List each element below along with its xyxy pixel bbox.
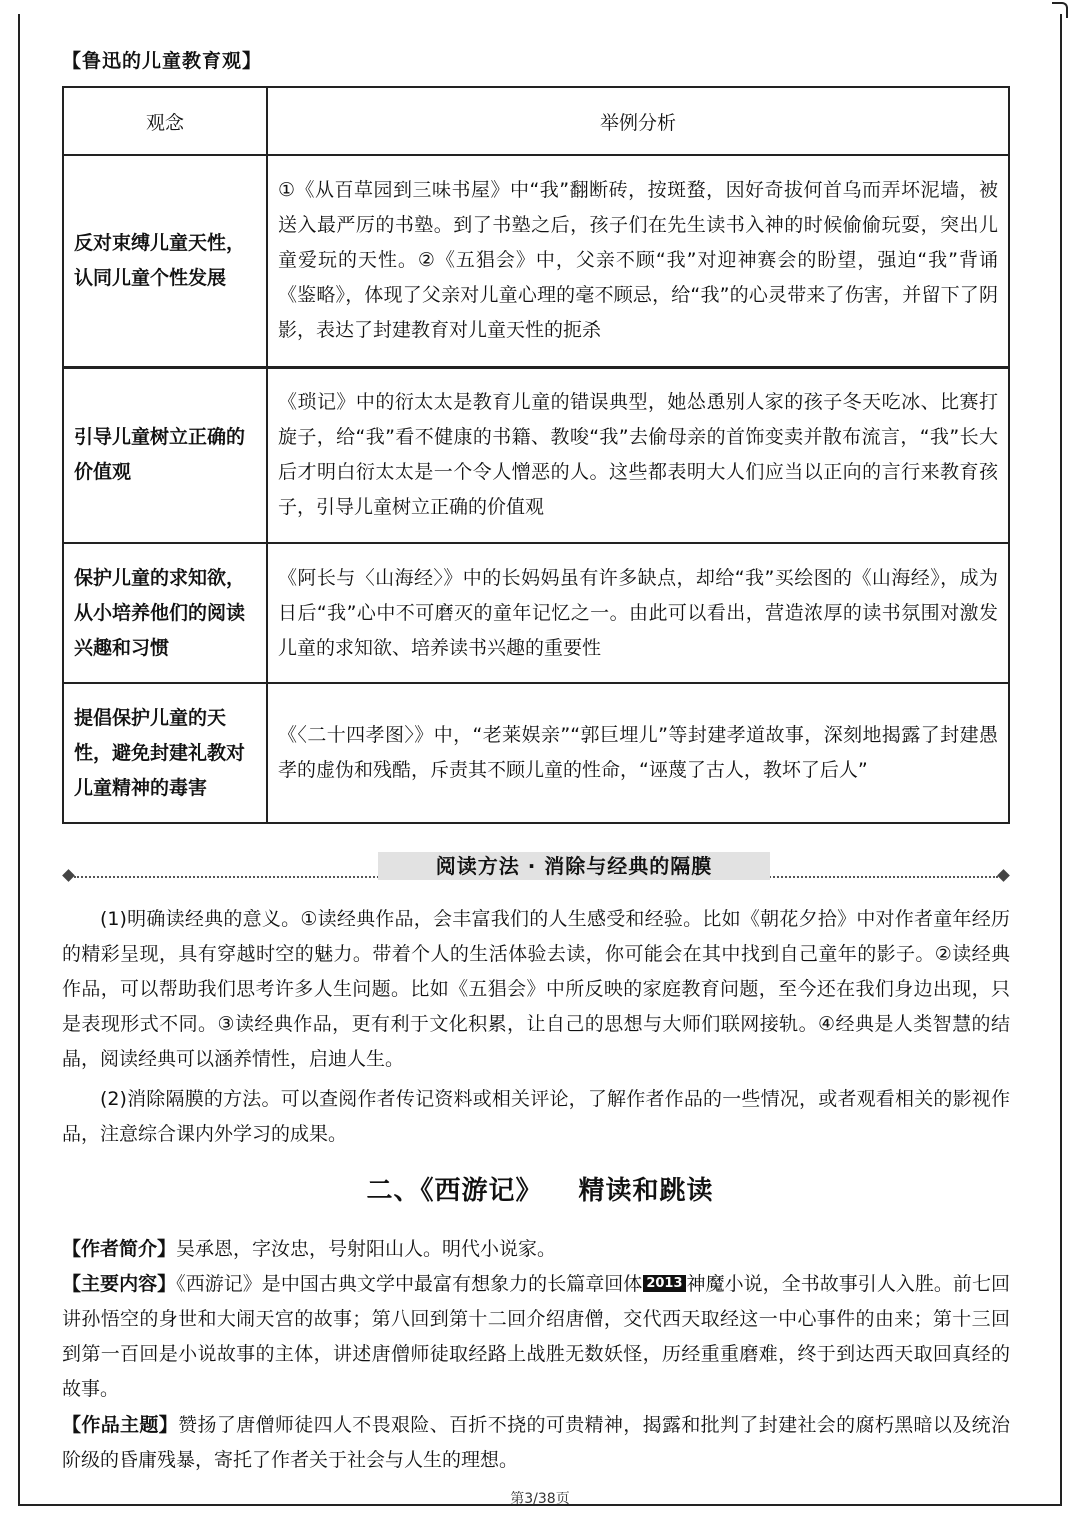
- reading-method-title: 阅读方法 · 消除与经典的隔膜: [378, 852, 770, 880]
- section-label: 【鲁迅的儿童教育观】: [62, 50, 263, 72]
- education-table: [62, 86, 1010, 824]
- concept-cell: 保护儿童的求知欲，从小培养他们的阅读兴趣和习惯: [63, 543, 267, 683]
- theme-tag: 【作品主题】: [62, 1414, 179, 1436]
- reading-method-paragraph-1: (1)明确读经典的意义。①读经典作品，会丰富我们的人生感受和经验。比如《朝花夕拾》中对作者童年经历的精彩呈现，具有穿越时空的魅力。带着个人的生活体验去读，你可能会在其中找到自己童年的影子。②读经典作品，可以帮助我们思考许多人生问题。比如《五猖会》中所反映的家庭教育问题，至今还在我们身边出现，只是表现形式不同。③读经典作品，更有利于文化积累，让自己的思想与大师们联网接轨。④经典是人类智慧的结晶，阅读经典可以涵养情性，启迪人生。: [62, 908, 1010, 1070]
- diamond-icon: [997, 869, 1010, 882]
- header-analysis: 举例分析: [267, 87, 1009, 155]
- exam-year-badge: 2013: [643, 1275, 685, 1292]
- section-2-title-main: 二、《西游记》: [366, 1176, 543, 1206]
- theme-text: 赞扬了唐僧师徒四人不畏艰险、百折不挠的可贵精神，揭露和批判了封建社会的腐朽黑暗以及统治阶级的昏庸残暴，寄托了作者关于社会与人生的理想。: [62, 1414, 1010, 1471]
- table-row: [63, 543, 1009, 683]
- reading-method-banner: [62, 852, 1010, 892]
- main-content: [62, 1267, 1010, 1407]
- analysis-cell: 《阿长与〈山海经〉》中的长妈妈虽有许多缺点，却给“我”买绘图的《山海经》，成为日后“我”心中不可磨灭的童年记忆之一。由此可以看出，营造浓厚的读书氛围对激发儿童的求知欲、培养读书兴趣的重要性: [267, 543, 1009, 683]
- content-text-a: 《西游记》是中国古典文学中最富有想象力的长篇章回体: [176, 1273, 643, 1295]
- table-row: [63, 683, 1009, 823]
- work-theme: [62, 1408, 1010, 1478]
- page-number: 第3/38页: [510, 1491, 570, 1507]
- content-text-b: 神魔小说，全书故事引人入胜。前七回讲孙悟空的身世和大闹天宫的故事；第八回到第十二回介绍唐僧，交代西天取经这一中心事件的由来；第十三回到第一百回是小说故事的主体，讲述唐僧师徒取经路上战胜无数妖怪，历经重重磨难，终于到达西天取回真经的故事。: [62, 1273, 1010, 1400]
- author-text: 吴承恩，字汝忠，号射阳山人。明代小说家。: [176, 1238, 557, 1260]
- section-2-title: [0, 1170, 1080, 1207]
- concept-cell: 引导儿童树立正确的价值观: [63, 367, 267, 543]
- table-header-row: [63, 87, 1009, 155]
- analysis-cell: 《〈二十四孝图〉》中，“老莱娱亲”“郭巨埋儿”等封建孝道故事，深刻地揭露了封建愚孝的虚伪和残酷，斥责其不顾儿童的性命，“诬蔑了古人，教坏了后人”: [267, 683, 1009, 823]
- diamond-icon: [62, 869, 75, 882]
- table-row: [63, 367, 1009, 543]
- header-concept: 观念: [63, 87, 267, 155]
- author-intro: [62, 1232, 1010, 1267]
- section-2-title-sub: 精读和跳读: [578, 1176, 714, 1206]
- corner-mark: [1052, 2, 1068, 18]
- concept-cell: 反对束缚儿童天性，认同儿童个性发展: [63, 155, 267, 367]
- concept-cell: 提倡保护儿童的天性，避免封建礼教对儿童精神的毒害: [63, 683, 267, 823]
- analysis-cell: 《琐记》中的衍太太是教育儿童的错误典型，她怂恿别人家的孩子冬天吃冰、比赛打旋子，给“我”看不健康的书籍、教唆“我”去偷母亲的首饰变卖并散布流言，“我”长大后才明白衍太太是一个令人憎恶的人。这些都表明大人们应当以正向的言行来教育孩子，引导儿童树立正确的价值观: [267, 367, 1009, 543]
- content-tag: 【主要内容】: [62, 1273, 177, 1295]
- author-tag: 【作者简介】: [62, 1238, 177, 1260]
- table-row: [63, 155, 1009, 367]
- reading-method-paragraph-2: (2)消除隔膜的方法。可以查阅作者传记资料或相关评论，了解作者作品的一些情况，或者观看相关的影视作品，注意综合课内外学习的成果。: [62, 1088, 1010, 1145]
- analysis-cell: ①《从百草园到三味书屋》中“我”翻断砖，按斑蝥，因好奇拔何首乌而弄坏泥墙，被送入最严厉的书塾。到了书塾之后，孩子们在先生读书入神的时候偷偷玩耍，突出儿童爱玩的天性。②《五猖会》中，父亲不顾“我”对迎神赛会的盼望，强迫“我”背诵《鉴略》，体现了父亲对儿童心理的毫不顾忌，给“我”的心灵带来了伤害，并留下了阴影，表达了封建教育对儿童天性的扼杀: [267, 155, 1009, 367]
